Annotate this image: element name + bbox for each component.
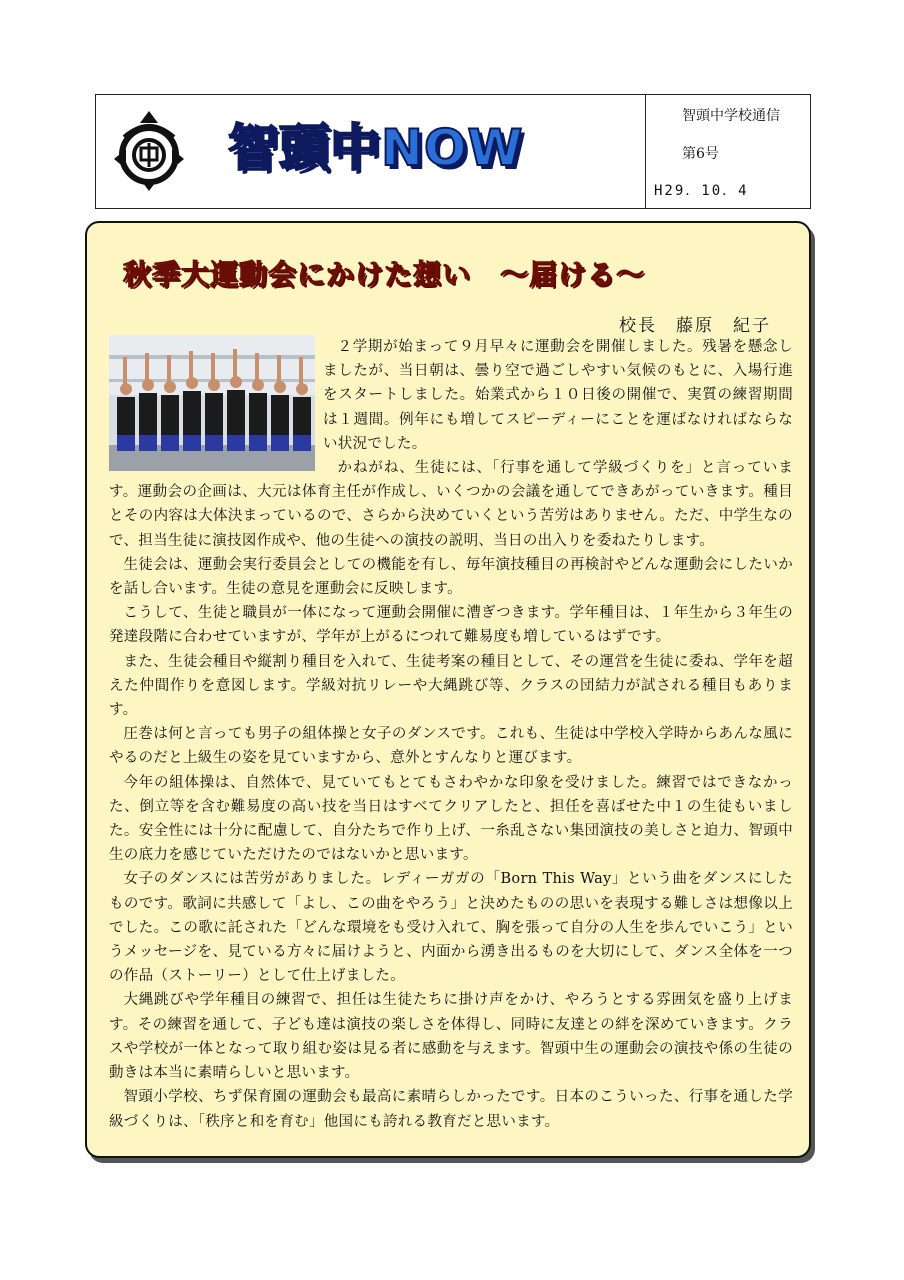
paragraph-9: 大縄跳びや学年種目の練習で、担任は生徒たちに掛け声をかけ、やろうとする雰囲気を盛り上げます。その練習を通して、子ども達は演技の楽しさを体得し、同時に友達との絆を深めていきます。クラスや学校が一体となって取り組む姿は見る者に感動を与えます。智頭中生の運動会の演技や係の生徒の動きは本当に素晴らしいと思います。 <box>109 992 793 1082</box>
masthead-area <box>96 95 646 208</box>
paragraph-7: 今年の組体操は、自然体で、見ていてもとてもさわやかな印象を受けました。練習ではできなかった、倒立等を含む難易度の高い技を当日はすべてクリアしたと、担任を喜ばせた中１の生徒もいました。安全性には十分に配慮して、自分たちで作り上げ、一糸乱さない集団演技の美しさと迫力、智頭中生の底力を感じていただけたのではないかと思います。 <box>109 774 793 864</box>
article-author: 校長 藤原 紀子 <box>619 316 771 336</box>
masthead-title: 智頭中NOW <box>228 119 524 177</box>
paragraph-6: 圧巻は何と言っても男子の組体操と女子のダンスです。これも、生徒は中学校入学時からあんな風にやるのだと上級生の姿を見ていますから、意外とすんなりと運びます。 <box>109 726 793 767</box>
article-panel <box>85 221 811 1158</box>
school-emblem-icon <box>108 107 190 195</box>
paragraph-2: かねがね、生徒には、「行事を通して学級づくりを」と言っています。運動会の企画は、大元は体育主任が作成し、いくつかの会議を通してできあがっていきます。種目とその内容は大体決まっているので、さらから決めていくという苦労はありません。ただ、中学生なので、担当生徒に演技図作成や、他の生徒への演技の説明、当日の出入りを委ねたりします。 <box>109 460 793 549</box>
newsletter-name: 智頭中学校通信 <box>682 108 780 124</box>
paragraph-3: 生徒会は、運動会実行委員会としての機能を有し、毎年演技種目の再検討やどんな運動会にしたいかを話し合います。生徒の意見を運動会に反映します。 <box>109 556 793 598</box>
paragraph-1: ２学期が始まって９月早々に運動会を開催しました。残暑を懸念しましたが、当日朝は、曇り空で過ごしやすい気候のもとに、入場行進をスタートしました。始業式から１０日後の開催で、実質の練習期間は１週間。例年にも増してスピーディーにことを運ばなければならない状況でした。 <box>323 339 793 452</box>
paragraph-4: こうして、生徒と職員が一体になって運動会開催に漕ぎつきます。学年種目は、１年生から３年生の発達段階に合わせていますが、学年が上がるにつれて難易度も増しているはずです。 <box>109 605 793 646</box>
issue-info <box>646 95 810 208</box>
dancing-students-photo-icon <box>109 335 315 471</box>
issue-number: 第6号 <box>682 145 719 162</box>
paragraph-10: 智頭小学校、ちず保育園の運動会も最高に素晴らしかったです。日本のこういった、行事を通した学級づくりは、「秩序と和を育む」他国にも誇れる教育だと思います。 <box>109 1089 793 1130</box>
newsletter-header <box>95 94 811 209</box>
article-title: 秋季大運動会にかけた想い ～届ける～ <box>123 258 646 291</box>
issue-date: H29．10．4 <box>654 183 749 199</box>
paragraph-8: 女子のダンスには苦労がありました。レディーガガの「Born This Way」という曲をダンスにしたものです。歌詞に共感して「よし、この曲をやろう」と決めたものの思いを表現する難しさは想像以上でした。この歌に託された「どんな環境をも受け入れて、胸を張って自分の人生を歩んでいこう」というメッセージを、見ている方々に届けようと、内面から湧き出るものを大切にして、ダンス全体を一つの作品（ストーリー）として仕上げました。 <box>109 871 793 985</box>
sports-day-photo <box>109 335 323 471</box>
paragraph-5: また、生徒会種目や縦割り種目を入れて、生徒考案の種目として、その運営を生徒に委ね、学年を超えた仲間作りを意図します。学級対抗リレーや大縄跳び等、クラスの団結力が試される種目もあります。 <box>109 653 793 719</box>
article-body <box>109 335 793 1134</box>
